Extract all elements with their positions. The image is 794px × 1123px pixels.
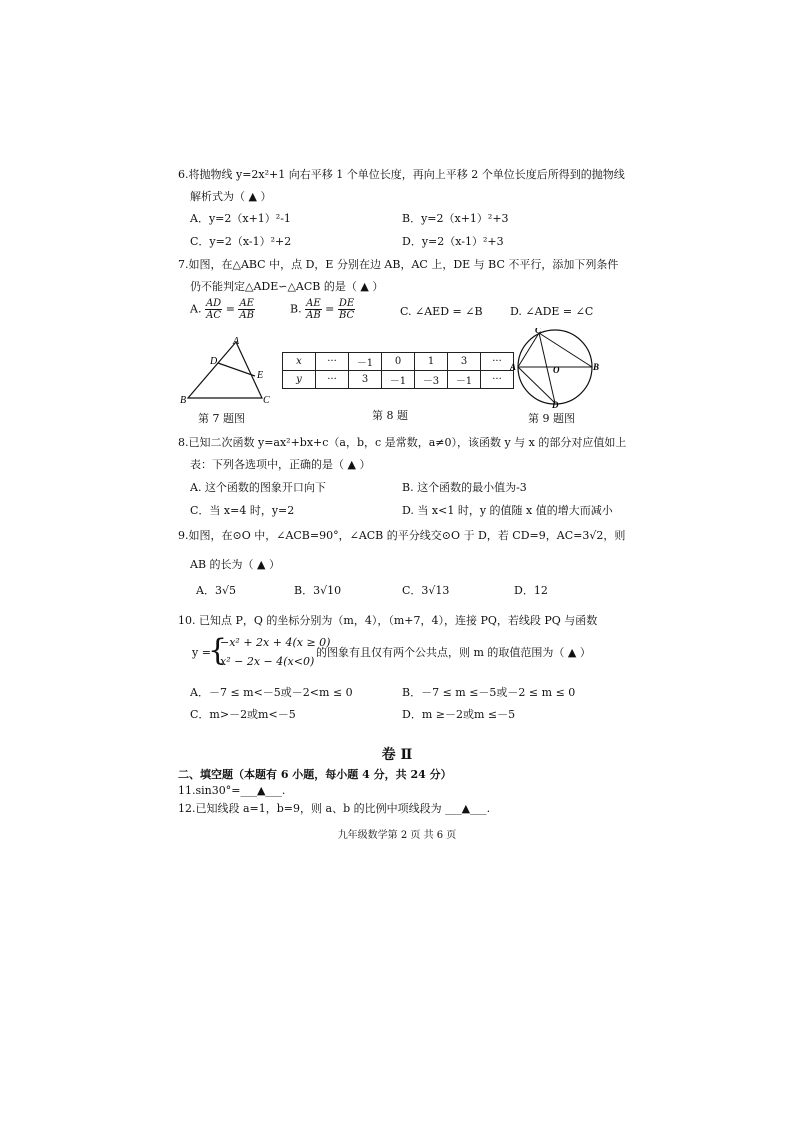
figure-9-caption: 第 9 题图 bbox=[528, 412, 575, 425]
q6-stem-line2: 解析式为（ ▲ ） bbox=[190, 190, 272, 203]
q6-option-a: A．y=2（x+1）²-1 bbox=[190, 212, 291, 225]
q10-piece-2: x² − 2x − 4(x<0) bbox=[220, 655, 315, 668]
q7-b-equals: = bbox=[325, 302, 335, 316]
q10-option-b: B．－7 ≤ m ≤－5或－2 ≤ m ≤ 0 bbox=[402, 686, 576, 699]
q7-a-equals: = bbox=[225, 302, 235, 316]
q7-a-den1: AC bbox=[206, 310, 222, 321]
q10-option-c: C．m>－2或m<－5 bbox=[190, 708, 296, 721]
q7-stem-line2: 仍不能判定△ADE∽△ACB 的是（ ▲ ） bbox=[190, 280, 384, 293]
table-cell: ··· bbox=[481, 353, 514, 371]
table-cell: －1 bbox=[448, 371, 481, 389]
figure-7-triangle bbox=[176, 336, 270, 406]
triangle-abc-outline bbox=[188, 342, 262, 398]
table-cell: 0 bbox=[382, 353, 415, 371]
chord-cb bbox=[539, 333, 592, 367]
q6-option-b: B．y=2（x+1）²+3 bbox=[402, 212, 509, 225]
table-cell: y bbox=[283, 371, 316, 389]
q7-b-fraction-1 bbox=[305, 298, 322, 321]
fig9-label-d: D bbox=[552, 400, 559, 408]
table-cell: －1 bbox=[382, 371, 415, 389]
table-cell: －1 bbox=[349, 353, 382, 371]
q6-option-c: C．y=2（x-1）²+2 bbox=[190, 235, 292, 248]
chord-ca bbox=[518, 333, 539, 367]
q7-b-den2: BC bbox=[338, 310, 355, 321]
part-2-title: 卷 Ⅱ bbox=[381, 747, 413, 763]
q7-b-num2: DE bbox=[338, 298, 355, 309]
q7-b-fraction-2 bbox=[338, 298, 355, 321]
q9-stem-line2: AB 的长为（ ▲ ） bbox=[190, 558, 280, 571]
q7-stem-line1: 7.如图，在△ABC 中，点 D，E 分别在边 AB，AC 上，DE 与 BC 不平行，添加下列条件 bbox=[178, 258, 619, 271]
q8-option-b: B. 这个函数的最小值为-3 bbox=[402, 481, 527, 494]
section-fill-in-heading: 二、填空题（本题有 6 小题，每小题 4 分，共 24 分） bbox=[178, 768, 452, 781]
table-cell: ··· bbox=[316, 353, 349, 371]
q8-stem-line1: 8.已知二次函数 y=ax²+bx+c（a，b，c 是常数，a≠0），该函数 y 与 x 的部分对应值如上 bbox=[178, 436, 627, 449]
table-cell: x bbox=[283, 353, 316, 371]
fig7-label-d: D bbox=[210, 356, 218, 367]
q10-y-equals: y = bbox=[192, 646, 211, 659]
q7-a-num2: AE bbox=[239, 298, 254, 309]
page-footer: 九年级数学第 2 页 共 6 页 bbox=[337, 830, 457, 841]
q10-option-d: D．m ≥－2或m ≤－5 bbox=[402, 708, 516, 721]
fig7-label-b: B bbox=[180, 395, 187, 406]
q10-piecewise-brace: { bbox=[208, 633, 228, 668]
q11-stem: 11.sin30°=___▲___. bbox=[178, 784, 286, 797]
q7-a-den2: AB bbox=[239, 310, 254, 321]
table-cell: ··· bbox=[481, 371, 514, 389]
q9-option-b: B．3√10 bbox=[294, 584, 342, 597]
q8-option-d: D. 当 x<1 时，y 的值随 x 值的增大而减小 bbox=[402, 504, 613, 517]
fig9-label-c: C bbox=[535, 328, 542, 335]
table-cell: 3 bbox=[349, 371, 382, 389]
q7-option-d: D. ∠ADE = ∠C bbox=[510, 305, 594, 318]
fig9-label-a: A bbox=[510, 362, 517, 372]
q8-stem-line2: 表：下列各选项中，正确的是（ ▲ ） bbox=[190, 458, 371, 471]
q6-stem-line1: 6.将抛物线 y=2x²+1 向右平移 1 个单位长度，再向上平移 2 个单位长度后所得到的抛物线 bbox=[178, 168, 625, 181]
q7-a-fraction-2 bbox=[238, 298, 255, 321]
table-cell: 1 bbox=[415, 353, 448, 371]
q12-stem: 12.已知线段 a=1，b=9，则 a、b 的比例中项线段为 ___▲___. bbox=[178, 802, 491, 815]
q7-option-b-label: B. bbox=[290, 302, 302, 316]
chord-ad bbox=[518, 367, 555, 403]
q7-a-num1: AD bbox=[205, 298, 222, 309]
q9-option-a: A．3√5 bbox=[196, 584, 236, 597]
segment-de bbox=[218, 363, 255, 376]
q10-piece-1: −x² + 2x + 4(x ≥ 0) bbox=[220, 636, 331, 649]
q9-stem-line1: 9.如图，在⊙O 中，∠ACB=90°，∠ACB 的平分线交⊙O 于 D，若 CD=9，AC=3√2，则 bbox=[178, 529, 626, 542]
q8-option-c: C．当 x=4 时，y=2 bbox=[190, 504, 295, 517]
q7-b-num1: AE bbox=[306, 298, 321, 309]
q7-b-den1: AB bbox=[306, 310, 321, 321]
q7-option-b bbox=[290, 298, 355, 321]
table-row bbox=[283, 371, 514, 389]
table-cell: －3 bbox=[415, 371, 448, 389]
q10-stem-line1: 10. 已知点 P，Q 的坐标分别为（m，4），（m+7，4），连接 PQ，若线段 PQ 与函数 bbox=[178, 614, 598, 627]
figure-9-circle bbox=[510, 328, 602, 408]
table-cell: 3 bbox=[448, 353, 481, 371]
fig7-label-e: E bbox=[257, 370, 264, 381]
figure-8-value-table bbox=[282, 352, 517, 389]
table-cell: ··· bbox=[316, 371, 349, 389]
fig7-label-c: C bbox=[263, 395, 270, 406]
q7-a-fraction-1 bbox=[205, 298, 222, 321]
q10-option-a: A．－7 ≤ m<－5或－2<m ≤ 0 bbox=[190, 686, 353, 699]
figure-8-caption: 第 8 题 bbox=[372, 409, 408, 422]
q9-option-d: D．12 bbox=[514, 584, 548, 597]
fig7-label-a: A bbox=[233, 336, 240, 347]
figure-7-caption: 第 7 题图 bbox=[198, 412, 245, 425]
fig9-label-b: B bbox=[593, 362, 600, 372]
q9-option-c: C．3√13 bbox=[402, 584, 450, 597]
q7-option-c: C. ∠AED = ∠B bbox=[400, 305, 483, 318]
q6-option-d: D．y=2（x-1）²+3 bbox=[402, 235, 504, 248]
table-row bbox=[283, 353, 514, 371]
q10-stem-tail: 的图象有且仅有两个公共点，则 m 的取值范围为（ ▲ ） bbox=[316, 646, 591, 659]
q7-option-a-label: A. bbox=[190, 302, 202, 316]
fig9-label-o: O bbox=[553, 365, 560, 375]
q7-option-a bbox=[190, 298, 255, 321]
q8-option-a: A. 这个函数的图象开口向下 bbox=[190, 481, 326, 494]
